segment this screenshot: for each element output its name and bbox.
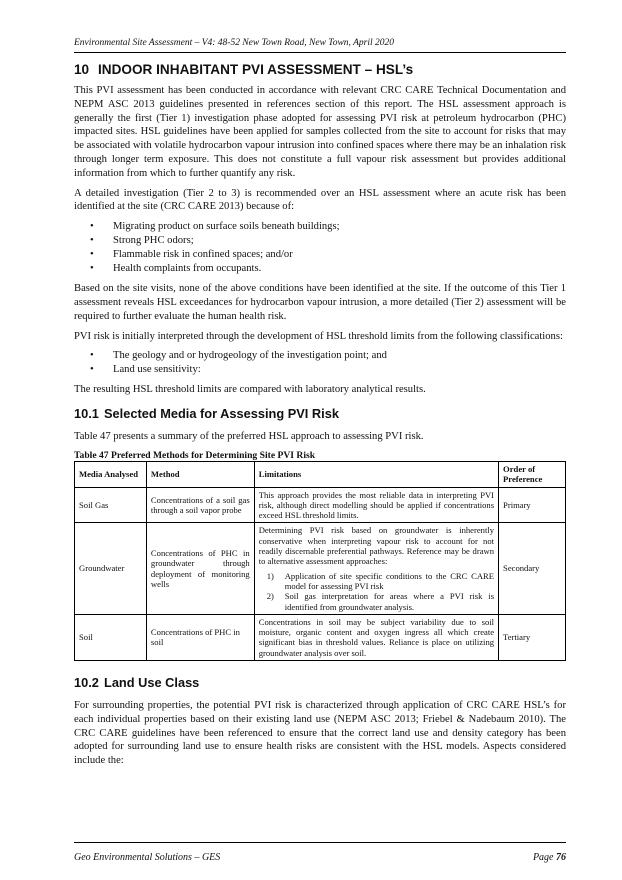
list-item: 1) Application of site specific conditions to the CRC CARE model for assessing PVI risk <box>266 570 495 591</box>
section-10-para-4: PVI risk is initially interpreted through the development of HSL threshold limits from the following classifications: <box>74 330 563 342</box>
section-10-2-number: 10.2 <box>74 675 99 690</box>
footer-company: Geo Environmental Solutions – GES <box>74 852 221 863</box>
section-10-1-heading <box>74 406 566 421</box>
list-item: • Land use sensitivity: <box>90 364 201 376</box>
bullet-icon: • <box>90 221 94 233</box>
section-10-para-2: A detailed investigation (Tier 2 to 3) is recommended over an HSL assessment where an acute risk has been identified at the site (CRC CARE 2013) because of: <box>74 187 566 213</box>
table-header-cell: Method <box>146 461 254 487</box>
section-10-2-title: Land Use Class <box>104 675 200 690</box>
limitations-list <box>259 571 494 612</box>
section-10-1-intro: Table 47 presents a summary of the preferred HSL approach to assessing PVI risk. <box>74 431 424 443</box>
table-cell: Concentrations of a soil gas through a soil vapor probe <box>146 487 254 523</box>
section-10-2-para-1: For surrounding properties, the potential PVI risk is characterized through application of CRC CARE HSL’s for each individual properties based on their existing land use (NEPM ASC 2013; Friebel & Nadebaum 2010). The CRC CARE guidelines have been referenced to ensure that the correct land use and density category has been adopted for surrounding land use to ensure health risks are consistent with the HSL models. Aspects considered include the: <box>74 700 566 767</box>
section-10-para-3: Based on the site visits, none of the above conditions have been identified at the site. If the outcome of this Tier 1 assessment reveals HSL exceedances for hydrocarbon vapour intrusion, a more detailed (Tier 2) assessment will be required to further evaluate the human health risk. <box>74 283 566 322</box>
table-cell <box>254 523 498 614</box>
table-header-row <box>75 461 566 487</box>
bullet-icon: • <box>90 350 94 362</box>
footer-rule <box>74 842 566 843</box>
table-row <box>75 523 566 614</box>
acute-risk-list <box>74 220 566 276</box>
table-cell: Concentrations in soil may be subject variability due to soil moisture, organic content and oxygen ingress all which create significant bias in threshold values. Reliance is place on utilizing groundwater analysis over soil. <box>254 614 498 660</box>
table-cell: Soil <box>75 614 147 660</box>
section-10-para-1: This PVI assessment has been conducted in accordance with relevant CRC CARE Technical Documentation and NEPM ASC 2013 guidelines presented in references section of this report. The HSL assessment approach is generally the first (Tier 1) investigation phase adopted for assessing PVI risk at petroleum hydrocarbon (PHC) impacted sites. HSL guidelines have been applied for samples collected from the site to account for risks that may be associated with volatile hydrocarbon vapour intrusion into confined spaces where there may be an inhalation risk through longer term exposure. This does not constitute a full vapour risk assessment but provides additional information from which to further quantify any risk. <box>74 85 566 179</box>
section-10-para-5: The resulting HSL threshold limits are compared with laboratory analytical results. <box>74 384 426 396</box>
section-10-2-heading <box>74 675 566 690</box>
list-item: • Migrating product on surface soils beneath buildings; <box>90 221 340 233</box>
bullet-icon: • <box>90 235 94 247</box>
limitations-text: Determining PVI risk based on groundwater is inherently conservative when interpreting vapour risk to account for not readily discernable preferential pathways. Reference may be drawn to alternative assessment approaches: <box>258 525 495 567</box>
section-10-1-title: Selected Media for Assessing PVI Risk <box>104 406 339 422</box>
table-row <box>75 487 566 523</box>
section-10-heading <box>74 62 566 77</box>
section-10-1-number: 10.1 <box>74 406 99 422</box>
list-item: 2) Soil gas interpretation for areas where a PVI risk is identified from groundwater analysis. <box>266 591 495 612</box>
bullet-icon: • <box>90 364 94 376</box>
section-10-number: 10 <box>74 62 90 77</box>
bullet-icon: • <box>90 249 94 261</box>
table-header-cell: Limitations <box>254 461 498 487</box>
pvi-methods-table <box>74 461 566 661</box>
bullet-icon: • <box>90 263 94 275</box>
table-cell: This approach provides the most reliable data in interpreting PVI risk, although direct modelling should be applied if concentrations exceed HSL threshold limits. <box>254 487 498 523</box>
table-row <box>75 614 566 660</box>
table-header-cell: Order of Preference <box>499 461 566 487</box>
list-item: • Strong PHC odors; <box>90 235 194 247</box>
table-caption: Table 47 Preferred Methods for Determining Site PVI Risk <box>74 449 316 461</box>
running-header: Environmental Site Assessment – V4: 48-52 New Town Road, New Town, April 2020 <box>74 38 395 48</box>
table-cell: Primary <box>499 487 566 523</box>
page-number: Page 76 <box>532 852 566 863</box>
table-cell: Groundwater <box>75 523 147 614</box>
list-item: • Flammable risk in confined spaces; and/or <box>90 249 293 261</box>
section-10-title: INDOOR INHABITANT PVI ASSESSMENT – HSL’s <box>98 62 414 77</box>
header-rule <box>74 52 566 53</box>
page-content <box>74 62 566 774</box>
table-header-cell: Media Analysed <box>75 461 147 487</box>
table-cell: Tertiary <box>499 614 566 660</box>
list-item: • Health complaints from occupants. <box>90 263 262 275</box>
table-cell: Soil Gas <box>75 487 147 523</box>
table-cell: Concentrations of PHC in soil <box>146 614 254 660</box>
table-cell: Secondary <box>499 523 566 614</box>
table-cell: Concentrations of PHC in groundwater through deployment of monitoring wells <box>146 523 254 614</box>
classification-list <box>74 349 566 377</box>
list-item: • The geology and or hydrogeology of the investigation point; and <box>90 350 387 362</box>
